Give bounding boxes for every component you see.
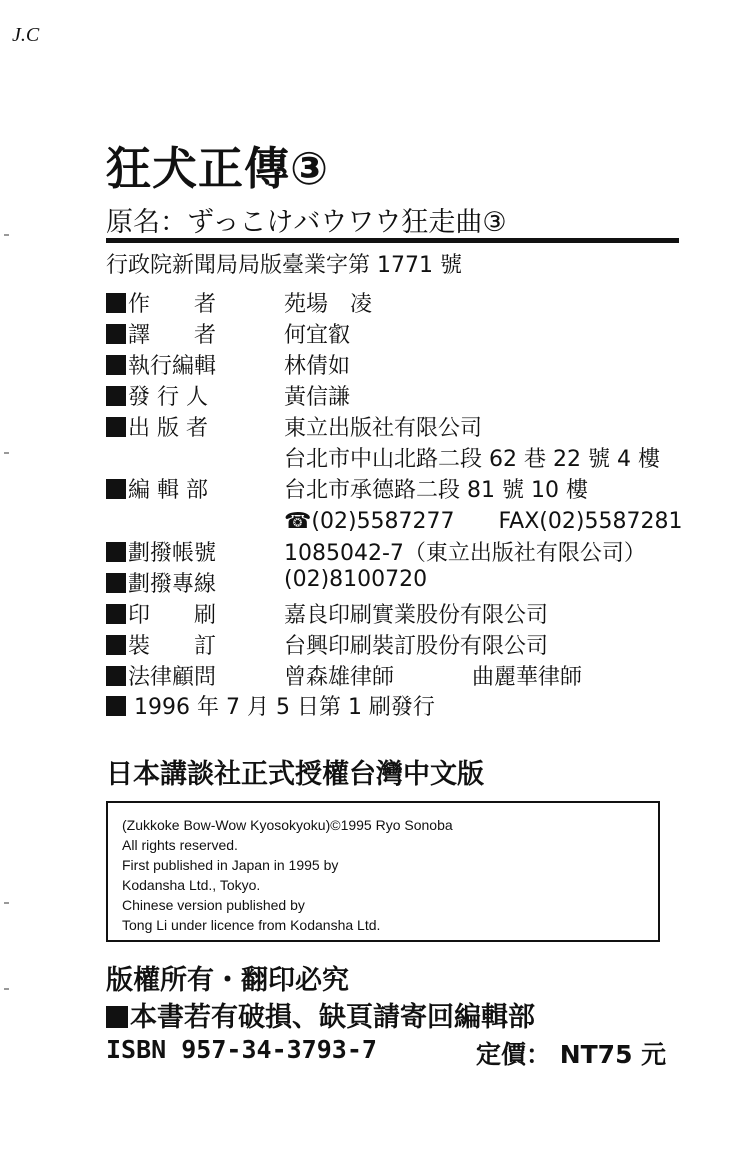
credit-value-secondary: 曲麗華律師: [472, 665, 583, 690]
credit-value: 曾森雄律師: [284, 665, 395, 690]
copyright-lines: [122, 815, 453, 935]
damage-notice-text: 本書若有破損、缺頁請寄回編輯部: [130, 1002, 535, 1033]
publisher-address: 台北市中山北路二段 62 巷 22 號 4 樓: [284, 447, 660, 472]
license-number: 行政院新聞局局版臺業字第 1771 號: [106, 253, 462, 278]
contact-line: ☎(02)5587277 FAX(02)5587281: [284, 509, 683, 534]
credit-value: 東立出版社有限公司: [284, 416, 483, 441]
title-rule: [106, 238, 679, 243]
credit-label: 裝 訂: [128, 634, 217, 659]
rights-notice: 版權所有・翻印必究: [106, 965, 349, 996]
credit-value: 何宜叡: [284, 323, 351, 348]
credit-value: 1085042-7（東立出版社有限公司）: [284, 541, 646, 566]
bullet-square: [106, 604, 126, 624]
credit-value: 林倩如: [284, 354, 351, 379]
credit-editor: [106, 349, 351, 379]
bullet-square: [106, 635, 126, 655]
credit-postal-account: [106, 536, 646, 566]
bullet-square: [106, 542, 126, 562]
isbn: ISBN 957-34-3793-7: [106, 1035, 377, 1064]
credit-label: 劃撥帳號: [128, 541, 217, 566]
credit-value: (02)8100720: [284, 567, 428, 592]
credit-label: 出 版 者: [128, 416, 208, 441]
credit-printer: [106, 598, 549, 628]
copyright-box: [106, 801, 660, 942]
bullet-square: [106, 573, 126, 593]
credit-editorial-dept: [106, 473, 588, 503]
margin-scan-mark: [4, 902, 9, 904]
credit-label: 發 行 人: [128, 385, 208, 410]
book-title: 狂犬正傳③: [106, 142, 330, 195]
copyright-line: Chinese version published by: [122, 897, 305, 913]
credit-publisher: [106, 411, 483, 441]
credit-label: 作 者: [128, 292, 217, 317]
credit-value: 台興印刷裝訂股份有限公司: [284, 634, 549, 659]
credit-label: 法律顧問: [128, 665, 217, 690]
credit-label: 印 刷: [128, 603, 217, 628]
credit-issuer: [106, 380, 351, 410]
bullet-square: [106, 324, 126, 344]
credit-legal-counsel: [106, 660, 666, 690]
credit-label: 執行編輯: [128, 354, 217, 379]
copyright-line: First published in Japan in 1995 by: [122, 857, 339, 873]
credit-postal-line: [106, 567, 428, 597]
price: 定價： NT75 元: [476, 1040, 667, 1069]
margin-scan-mark: [4, 988, 9, 990]
scan-tag: J.C: [12, 24, 40, 46]
copyright-line: All rights reserved.: [122, 837, 238, 853]
bullet-square: [106, 386, 126, 406]
credit-translator: [106, 318, 351, 348]
copyright-line: Tong Li under licence from Kodansha Ltd.: [122, 917, 381, 933]
credit-label: 劃撥專線: [128, 572, 217, 597]
bullet-square: [106, 696, 126, 716]
bullet-square: [106, 1006, 128, 1028]
credit-value: 台北市承德路二段 81 號 10 樓: [284, 478, 588, 503]
credit-author: [106, 287, 373, 317]
print-date: [106, 690, 435, 721]
credit-label: 譯 者: [128, 323, 217, 348]
print-date-text: 1996 年 7 月 5 日第 1 刷發行: [134, 695, 435, 720]
credit-label: 編 輯 部: [128, 478, 208, 503]
credit-value: 苑場 凌: [284, 292, 373, 317]
bullet-square: [106, 355, 126, 375]
credit-value: 黃信謙: [284, 385, 351, 410]
bullet-square: [106, 293, 126, 313]
bullet-square: [106, 479, 126, 499]
bullet-square: [106, 666, 126, 686]
original-title: 原名：ずっこけバウワウ狂走曲③: [106, 207, 507, 238]
margin-scan-mark: [4, 452, 9, 454]
copyright-line: (Zukkoke Bow-Wow Kyosokyoku)©1995 Ryo Sonoba: [122, 817, 453, 833]
credit-value: 嘉良印刷實業股份有限公司: [284, 603, 549, 628]
bullet-square: [106, 417, 126, 437]
damage-notice: [106, 995, 535, 1034]
credit-binder: [106, 629, 549, 659]
copyright-line: Kodansha Ltd., Tokyo.: [122, 877, 261, 893]
edition-note: 日本講談社正式授權台灣中文版: [106, 759, 484, 790]
margin-scan-mark: [4, 234, 9, 236]
